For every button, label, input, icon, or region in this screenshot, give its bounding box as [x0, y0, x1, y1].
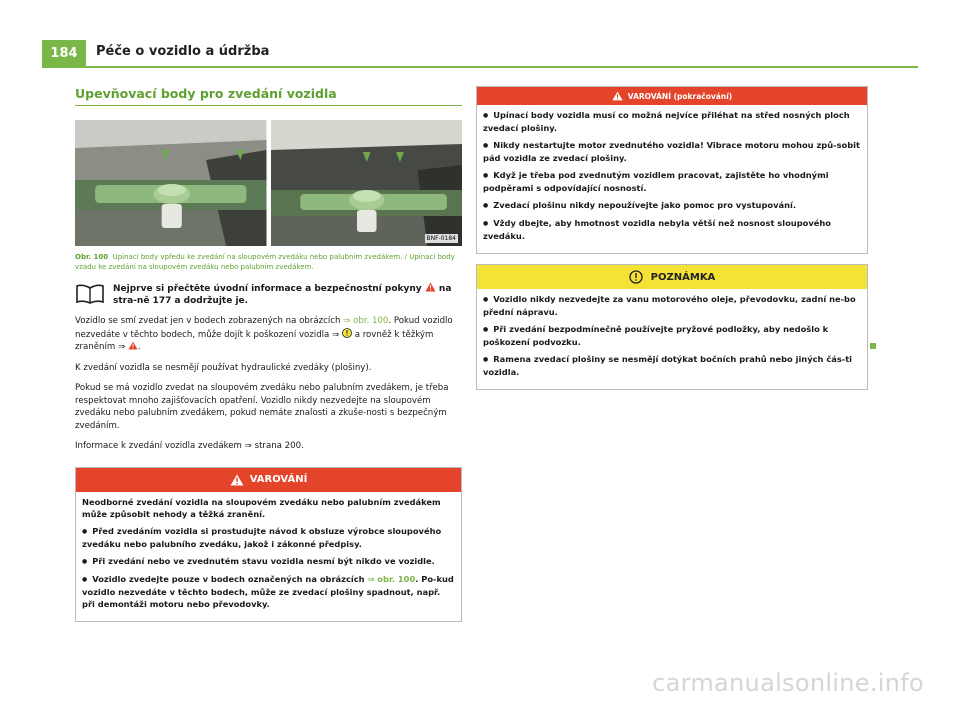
left-column [75, 86, 462, 622]
p1-text-c: a rovněž k těžkým zraněním ⇒ [75, 329, 434, 352]
warning-box [75, 467, 462, 622]
paragraph-lift-points [75, 315, 462, 354]
right-column [476, 86, 868, 390]
warning-header [76, 468, 461, 492]
note-item: ● Ramena zvedací plošiny se nesmějí dotýkat bočních prahů nebo jiných čás-ti vozidla. [483, 353, 861, 378]
warning-item: ● Upínací body vozidla musí co možná nejvíce přiléhat na střed nosných ploch zvedací plošiny. [483, 109, 861, 134]
read-first-note [75, 282, 462, 307]
section-title: Upevňovací body pro zvedání vozidla [75, 86, 462, 106]
p1-text-b: . Pokud vozidlo nezvedáte v těchto bodech, může dojít k poškození vozidla ⇒ [75, 316, 453, 340]
header-divider [42, 66, 918, 68]
p1-text-d: . [137, 342, 141, 352]
figure-100 [75, 120, 462, 246]
warning-continued-title: VAROVÁNÍ (pokračování) [627, 91, 733, 101]
paragraph-jack-reference: Informace k zvedání vozidla zvedákem ⇒ strana 200. [75, 441, 304, 451]
section-end-marker [870, 343, 876, 349]
caution-circle-icon [342, 328, 352, 338]
chapter-title: Péče o vozidlo a údržba [96, 44, 270, 59]
warning-triangle-icon [230, 474, 244, 486]
note-text-tail: na stra-ně 177 a dodržujte je. [113, 284, 452, 306]
note-item: ● Vozidlo nikdy nezvedejte za vanu motorového oleje, převodovku, zadní ne-bo přední nápravu. [483, 293, 861, 318]
figure-link[interactable]: ⇒ obr. 100 [367, 573, 416, 584]
warning-item: ● Nikdy nestartujte motor zvednutého vozidla! Vibrace motoru mohou způ-sobit pád vozidla ze zvedací plošiny. [483, 139, 861, 164]
figure-code: BNF-0184 [426, 235, 456, 242]
warning-title: VAROVÁNÍ [249, 474, 308, 485]
warning-continued-header [477, 87, 867, 105]
note-box [476, 264, 868, 390]
note-item: ● Při zvedání bezpodmínečně používejte pryžové podložky, aby nedošlo k poškození podvozku. [483, 323, 861, 348]
warning-item: ● Při zvedání nebo ve zvednutém stavu vozidla nesmí být nikdo ve vozidle. [82, 555, 455, 568]
caption-text: Upínací body vpředu ke zvedání na sloupovém zvedáku nebo palubním zvedákem. / Upínací body vzadu ke zvedání na sloupovém zvedáku nebo palubním zvedákem. [75, 253, 455, 271]
warning-item: ● Zvedací plošinu nikdy nepoužívejte jako pomoc pro vystupování. [483, 199, 861, 212]
watermark: carmanualsonline.info [652, 669, 924, 697]
warning-item: ● Vždy dbejte, aby hmotnost vozidla nebyla větší než nosnost sloupového zvedáku. [483, 217, 861, 242]
warning-continued-box [476, 86, 868, 254]
note-text: Nejprve si přečtěte úvodní informace a bezpečnostní pokyny [113, 284, 422, 294]
warning-intro: Neodborné zvedání vozidla na sloupovém zvedáku nebo palubním zvedákem může způsobit nehody a těžká zranění. [82, 496, 441, 519]
book-icon [75, 282, 105, 304]
note-header [477, 265, 867, 289]
page-number: 184 [42, 40, 86, 66]
warning-triangle-icon [612, 91, 623, 101]
photo-rear-lift-points [271, 120, 463, 246]
warning-item-text-b: . Po-kud vozidlo nezvedáte v těchto bodech, může ze zvedací plošiny spadnout, např. při demontáži motoru nebo převodovky. [82, 573, 454, 609]
warning-item [82, 573, 455, 610]
p1-text-a: Vozidlo se smí zvedat jen v bodech zobrazených na obrázcích [75, 316, 344, 326]
paragraph-precautions: Pokud se má vozidlo zvedat na sloupovém zvedáku nebo palubním zvedákem, je třeba respektovat mnoho zajišťovacích opatření. Vozidlo nikdy nezvedejte na sloupovém zvedáku nebo palubním zvedákem, pokud nemáte znalosti a zkuše-nosti s bezpečným zvedáním. [75, 383, 449, 431]
warning-triangle-icon [425, 282, 436, 292]
warning-item: ● Když je třeba pod zvednutým vozidlem pracovat, zajistěte ho vhodnými podpěrami s odpovídající nosností. [483, 169, 861, 194]
warning-item: ● Před zvedáním vozidla si prostudujte návod k obsluze výrobce sloupového zvedáku nebo palubního zvedáku, jakož i zákonné předpisy. [82, 525, 455, 550]
caution-circle-icon [629, 270, 643, 284]
warning-item-text-a: Vozidlo zvedejte pouze v bodech označených na obrázcích [92, 573, 368, 584]
warning-triangle-icon [128, 341, 138, 350]
figure-link[interactable]: ⇒ obr. 100 [343, 316, 389, 326]
note-title: POZNÁMKA [650, 271, 716, 283]
photo-front-lift-points [75, 120, 267, 246]
paragraph-hydraulic: K zvedání vozidla se nesmějí používat hydraulické zvedáky (plošiny). [75, 362, 372, 373]
figure-caption [75, 252, 462, 272]
caption-label: Obr. 100 [75, 253, 109, 261]
